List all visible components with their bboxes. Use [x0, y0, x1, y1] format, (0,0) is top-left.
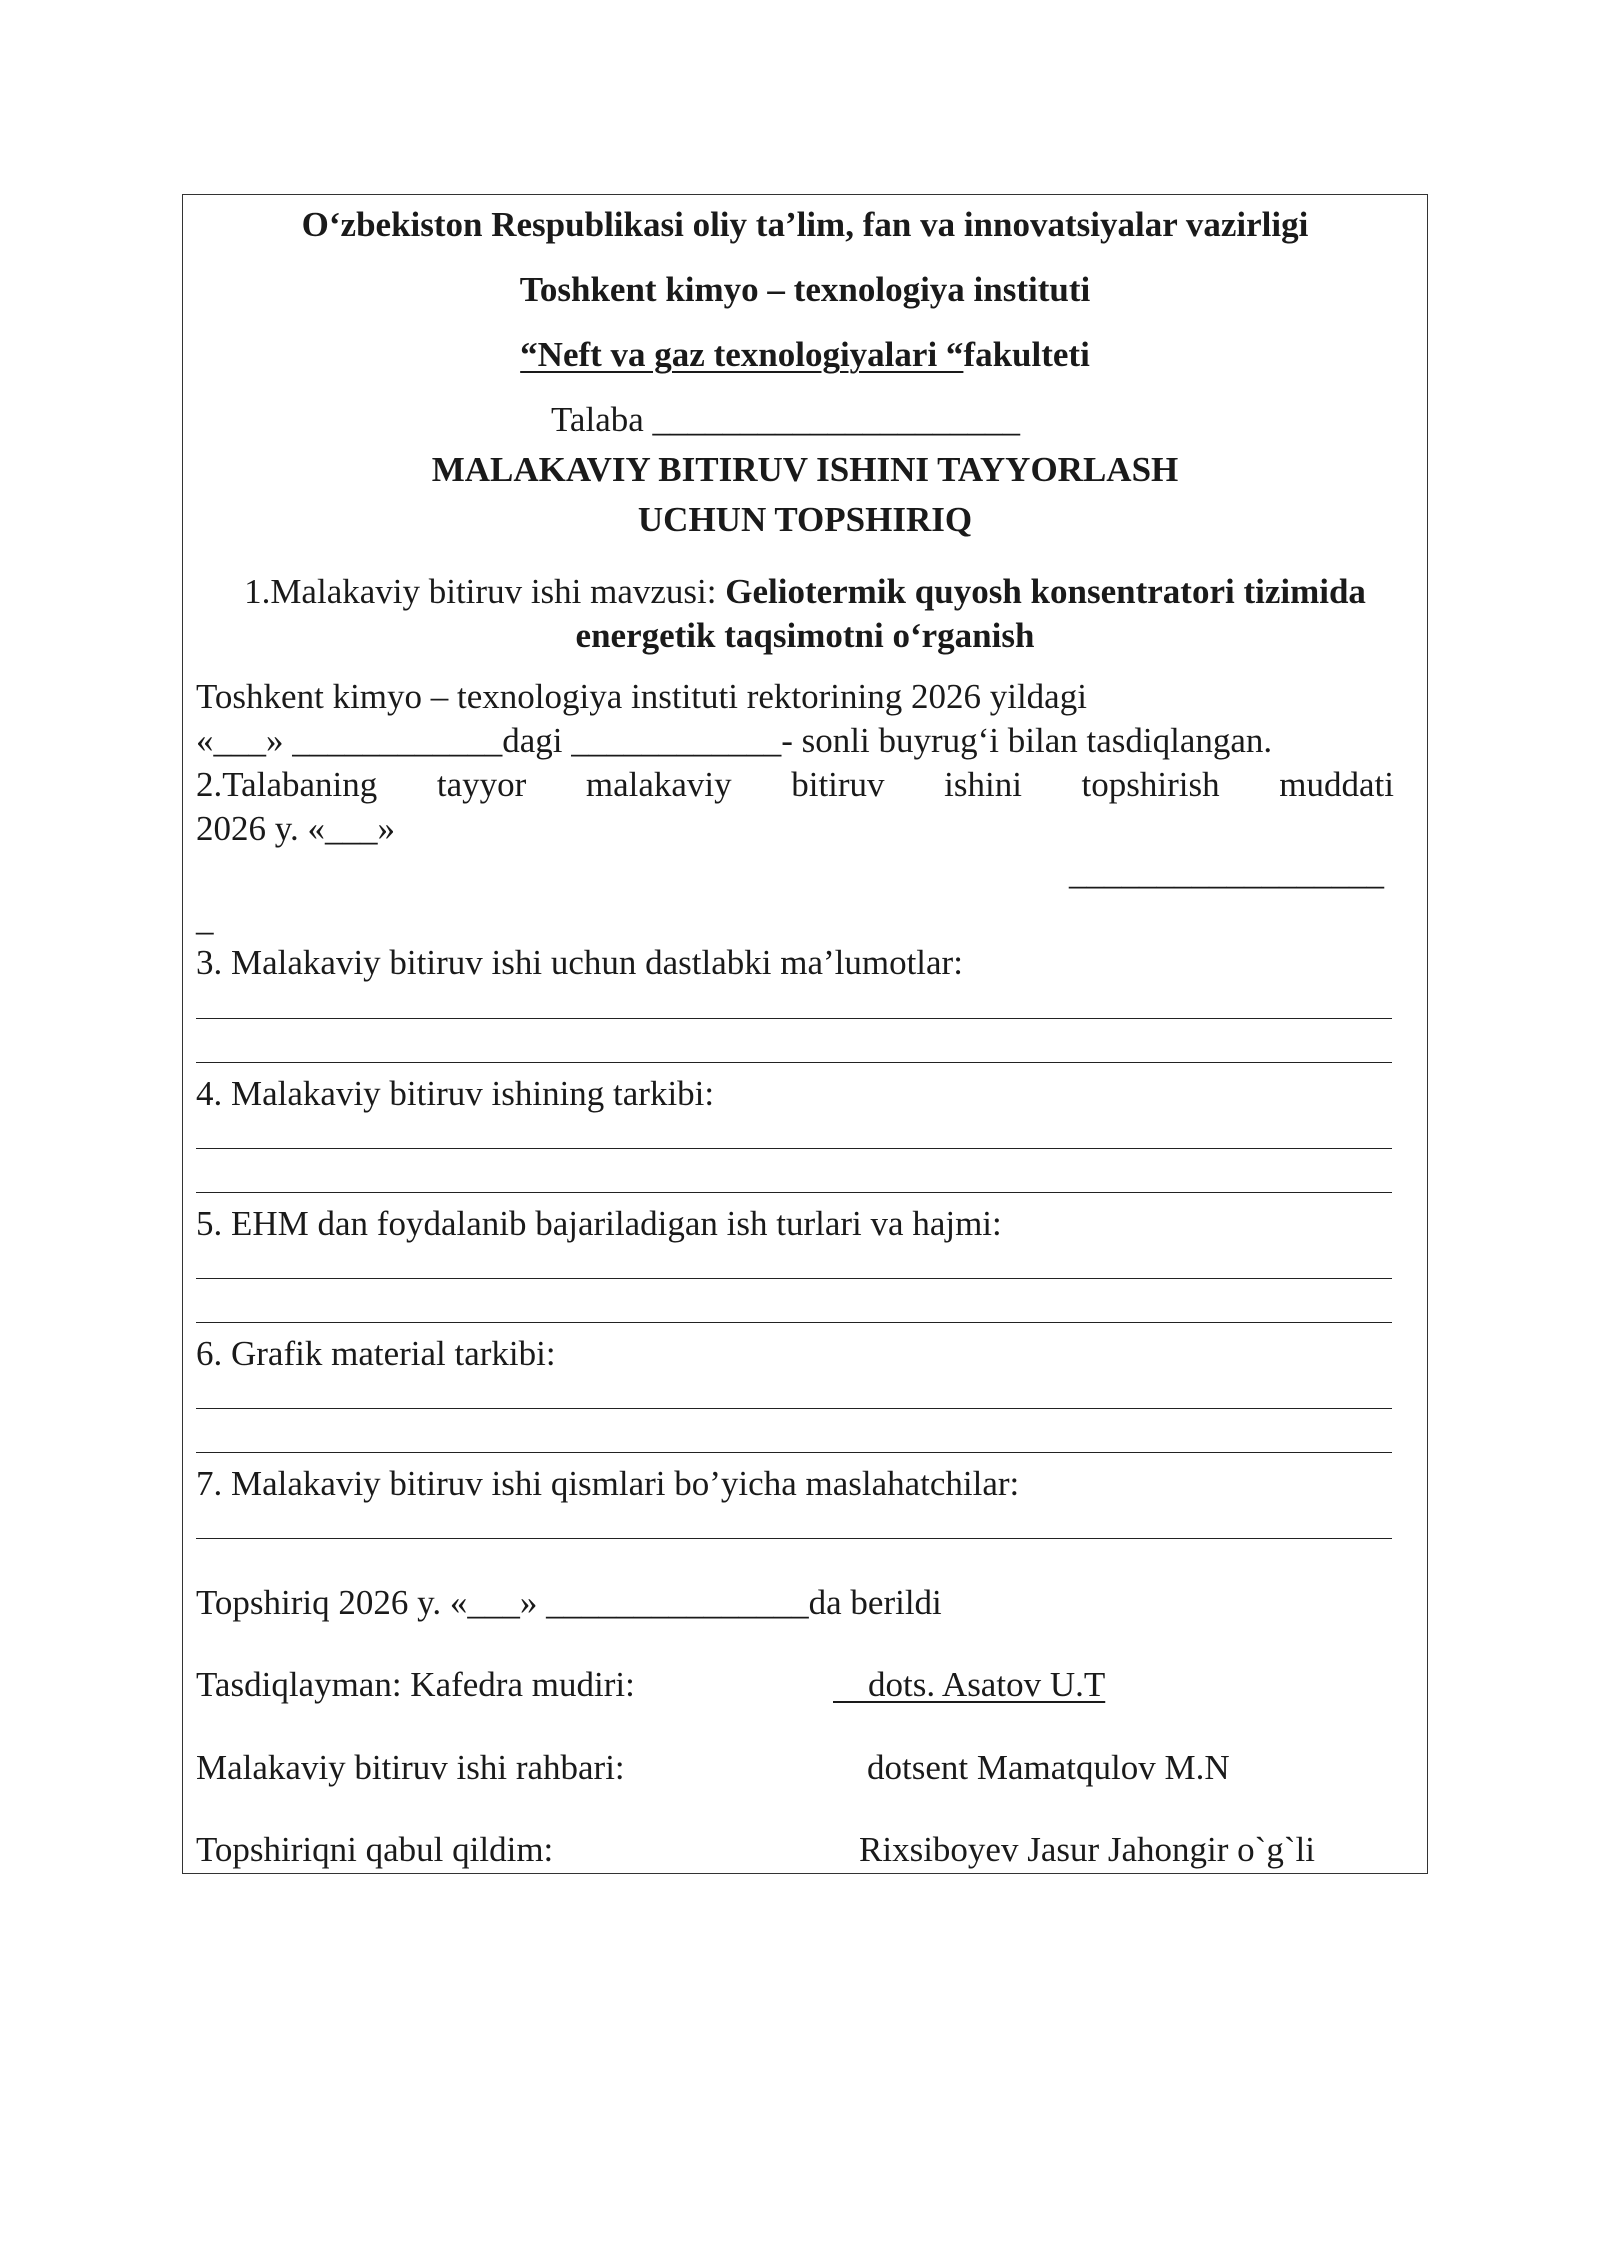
- section-label-5: 5. EHM dan foydalanib bajariladigan ish turlari va hajmi:: [196, 1204, 1002, 1243]
- deadline-line1: [196, 767, 1394, 802]
- signature-name-head: dots. Asatov U.T: [833, 1665, 1106, 1704]
- signature-name-supervisor: dotsent Mamatqulov M.N: [867, 1748, 1230, 1787]
- deadline-word: bitiruv: [791, 765, 885, 804]
- form-title-line1: MALAKAVIY BITIRUV ISHINI TAYYORLASH: [431, 450, 1179, 489]
- faculty-heading: [183, 337, 1427, 372]
- section-label-4: 4. Malakaviy bitiruv ishining tarkibi:: [196, 1074, 715, 1113]
- blank-line: [196, 1538, 1392, 1539]
- order-line2: «___» ____________dagi ____________- sonli buyrug‘i bilan tasdiqlangan.: [196, 721, 1273, 760]
- deadline-blank-left: _: [196, 899, 214, 938]
- student-line: [551, 402, 1020, 437]
- blank-line: [196, 1148, 1392, 1149]
- blank-line: [196, 1192, 1392, 1193]
- deadline-word: topshirish: [1081, 765, 1220, 804]
- blank-line: [196, 1322, 1392, 1323]
- deadline-year: 2026 y. «___»: [196, 809, 395, 848]
- section-label-7: 7. Malakaviy bitiruv ishi qismlari bo’yicha maslahatchilar:: [196, 1464, 1020, 1503]
- section-label-6: 6. Grafik material tarkibi:: [196, 1334, 556, 1373]
- issued-line: Topshiriq 2026 y. «___» _______________da berildi: [196, 1583, 942, 1622]
- deadline-word: 2.Talabaning: [196, 765, 378, 804]
- signature-name-student: Rixsiboyev Jasur Jahongir o`g`li: [859, 1830, 1315, 1869]
- signature-label-student: Topshiriqni qabul qildim:: [196, 1830, 554, 1869]
- topic-title-part2: energetik taqsimotni o‘rganish: [575, 616, 1035, 655]
- signature-label-supervisor: Malakaviy bitiruv ishi rahbari:: [196, 1748, 625, 1787]
- blank-line: [196, 1408, 1392, 1409]
- form-title-line2: UCHUN TOPSHIRIQ: [637, 500, 973, 539]
- blank-line: [196, 1062, 1392, 1063]
- institute-heading: Toshkent kimyo – texnologiya instituti: [519, 270, 1091, 309]
- blank-line: [196, 1278, 1392, 1279]
- ministry-heading: O‘zbekiston Respublikasi oliy ta’lim, fan va innovatsiyalar vazirligi: [301, 205, 1309, 244]
- order-line1: Toshkent kimyo – texnologiya instituti rektorining 2026 yildagi: [196, 677, 1087, 716]
- topic-label: 1.Malakaviy bitiruv ishi mavzusi:: [244, 572, 726, 611]
- faculty-word: fakulteti: [963, 335, 1090, 374]
- deadline-word: muddati: [1279, 765, 1394, 804]
- topic-title-part1: Geliotermik quyosh konsentratori tizimida: [725, 572, 1366, 611]
- student-label: Talaba: [551, 400, 644, 439]
- topic-line1: [183, 574, 1427, 609]
- deadline-word: ishini: [944, 765, 1022, 804]
- blank-line: [196, 1452, 1392, 1453]
- deadline-word: tayyor: [436, 765, 527, 804]
- faculty-name: “Neft va gaz texnologiyalari “: [520, 335, 964, 374]
- blank-line: [196, 1018, 1392, 1019]
- deadline-word: malakaviy: [585, 765, 732, 804]
- assignment-form: [182, 194, 1428, 1874]
- deadline-blank-right: __________________: [1069, 853, 1384, 892]
- student-blank: _____________________: [652, 400, 1021, 439]
- section-label-3: 3. Malakaviy bitiruv ishi uchun dastlabki ma’lumotlar:: [196, 943, 963, 982]
- signature-label-head: Tasdiqlayman: Kafedra mudiri:: [196, 1665, 635, 1704]
